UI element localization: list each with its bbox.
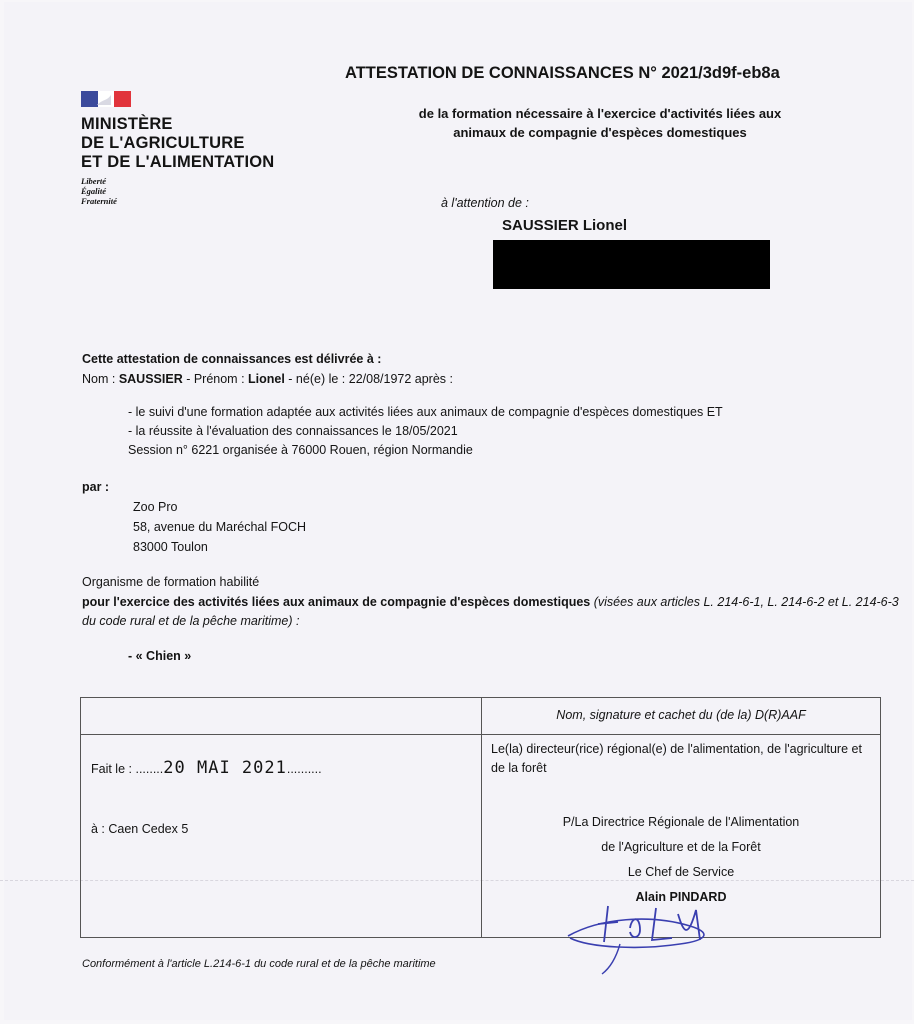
condition-item: - la réussite à l'évaluation des connaissances le 18/05/2021	[128, 424, 458, 438]
document-subtitle	[380, 104, 820, 142]
director-title: Le(la) directeur(rice) régional(e) de l'alimentation, de l'agriculture et de la forêt	[491, 742, 862, 775]
subtitle-line: de la formation nécessaire à l'exercice d'activités liées aux	[418, 106, 782, 121]
attention-label: à l'attention de :	[441, 196, 529, 210]
subtitle-line: animaux de compagnie d'espèces domestiques	[453, 125, 747, 140]
signatory-line: P/La Directrice Régionale de l'Alimentation	[562, 815, 800, 829]
session-info: Session n° 6221 organisée à 76000 Rouen, région Normandie	[128, 443, 473, 457]
issue-place: à : Caen Cedex 5	[91, 822, 189, 836]
org-line: 58, avenue du Maréchal FOCH	[133, 520, 307, 534]
ministry-name	[81, 115, 274, 172]
birth-date-text: - né(e) le : 22/08/1972 après :	[284, 372, 453, 386]
par-label: par :	[82, 480, 110, 494]
activity-scope	[82, 593, 912, 631]
delivery-statement: Cette attestation de connaissances est délivrée à :	[82, 352, 382, 366]
motto-line: Liberté	[81, 176, 107, 186]
organisation-status: Organisme de formation habilité	[82, 575, 260, 589]
org-line: 83000 Toulon	[133, 540, 208, 554]
issue-date	[91, 758, 322, 778]
document-title: ATTESTATION DE CONNAISSANCES N° 2021/3d9f-eb8a	[345, 64, 780, 82]
species-item: - « Chien »	[128, 649, 192, 663]
signatory-name: Alain PINDARD	[635, 890, 727, 904]
holder-identity	[82, 372, 453, 386]
ministry-line: DE L'AGRICULTURE	[81, 134, 245, 152]
republic-motto	[81, 176, 117, 206]
ministry-line: MINISTÈRE	[81, 115, 173, 133]
redacted-address-block	[493, 240, 770, 289]
ministry-line: ET DE L'ALIMENTATION	[81, 153, 275, 171]
date-stamp: 20 MAI 2021	[163, 758, 287, 778]
handwritten-signature	[560, 878, 750, 978]
signatory-line: de l'Agriculture et de la Forêt	[601, 840, 761, 854]
signature-table	[80, 697, 881, 938]
scope-bold: pour l'exercice des activités liées aux animaux de compagnie d'espèces domestiques	[82, 595, 591, 609]
dots: ..........	[286, 762, 322, 776]
training-organisation-address	[133, 497, 306, 557]
recipient-name: SAUSSIER Lionel	[502, 217, 628, 234]
fait-label: Fait le :	[91, 762, 136, 776]
dots: ........	[135, 762, 164, 776]
legal-footer: Conformément à l'article L.214-6-1 du code rural et de la pêche maritime	[82, 958, 436, 970]
table-divider-horizontal	[81, 734, 880, 735]
motto-line: Fraternité	[81, 196, 117, 206]
signature-header: Nom, signature et cachet du (de la) D(R)AAF	[556, 708, 806, 722]
org-line: Zoo Pro	[133, 500, 178, 514]
conditions-list	[128, 403, 723, 460]
prenom-label: - Prénom :	[182, 372, 249, 386]
condition-item: - le suivi d'une formation adaptée aux activités liées aux animaux de compagnie d'espèces domestiques ET	[128, 405, 723, 419]
scope-articles: (visées aux articles L. 214-6-1, L. 214-6-2 et L. 214-6-3 du code rural et de la pêche maritime) :	[82, 595, 899, 628]
holder-firstname: Lionel	[248, 372, 285, 386]
signatory-line: Le Chef de Service	[627, 865, 735, 879]
marianne-flag-logo	[81, 91, 131, 107]
motto-line: Égalité	[81, 186, 107, 196]
holder-surname: SAUSSIER	[118, 372, 183, 386]
nom-label: Nom :	[82, 372, 119, 386]
